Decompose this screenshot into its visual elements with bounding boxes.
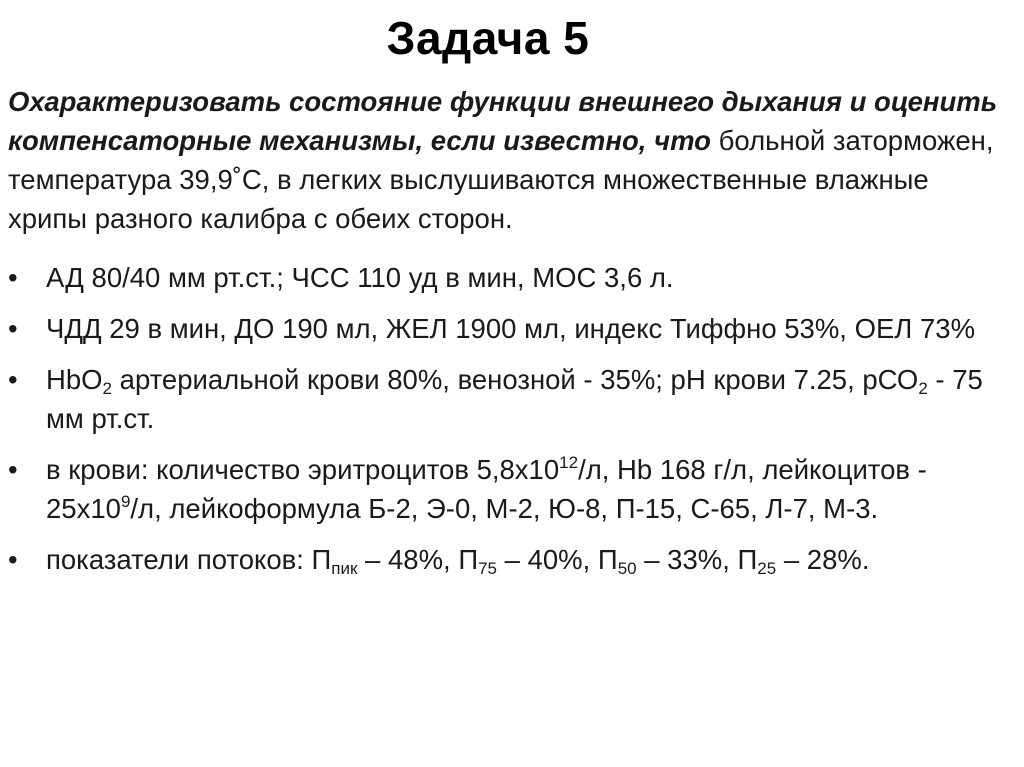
text-segment: показатели потоков: П [46,544,332,575]
bullet-icon: • [8,454,18,485]
text-segment: /л, лейкоформула Б-2, Э-0, М-2, Ю-8, П-15, С-65, Л-7, М-3. [130,493,879,524]
list-item-blood-gases [8,360,1008,438]
bullet-icon: • [8,544,18,575]
list-item-flow-rates [8,540,1008,579]
list-item-blood-count [8,450,1008,528]
text-segment: HbO [46,364,103,395]
list-item-text: ЧДД 29 в мин, ДО 190 мл, ЖЕЛ 1900 мл, индекс Тиффно 53%, ОЕЛ 73% [46,313,976,344]
text-segment: - 75 мм рт.ст. [46,364,983,434]
task-description [8,82,1008,238]
bullet-icon: • [8,262,18,293]
bullet-icon: • [8,364,18,395]
task-question: Охарактеризовать состояние функции внешнего дыхания и оценить компенсаторные механизмы, если известно, что [8,86,998,156]
text-segment: – 40%, П [497,544,618,575]
text-segment: – 28%. [776,544,870,575]
text-segment: в крови: количество эритроцитов 5,8х10 [46,454,560,485]
findings-list [8,258,1008,591]
list-item-text: АД 80/40 мм рт.ст.; ЧСС 110 уд в мин, МОС 3,6 л. [46,262,674,293]
text-segment: артериальной крови 80%, венозной - 35%; рН крови 7.25, рСО [112,364,919,395]
subscript: 2 [918,379,928,398]
text-segment: – 48%, П [357,544,479,575]
slide-title: Задача 5 [386,12,590,64]
subscript: 25 [757,559,777,578]
text-segment: /л, Hb 168 г/л, лейкоцитов - 25х10 [46,454,927,524]
list-item-hemodynamics [8,258,1008,297]
superscript: 9 [120,492,131,511]
subscript: 75 [478,559,498,578]
subscript: 2 [102,379,113,398]
patient-condition: больной заторможен, температура 39,9˚С, в легких выслушиваются множественные влажные хрипы разного калибра с обеих сторон. [8,125,994,234]
list-item-respiration [8,309,1008,348]
superscript: 12 [559,453,579,472]
bullet-icon: • [8,313,18,344]
text-segment: – 33%, П [636,544,758,575]
subscript: пик [331,559,358,578]
subscript: 50 [617,559,637,578]
